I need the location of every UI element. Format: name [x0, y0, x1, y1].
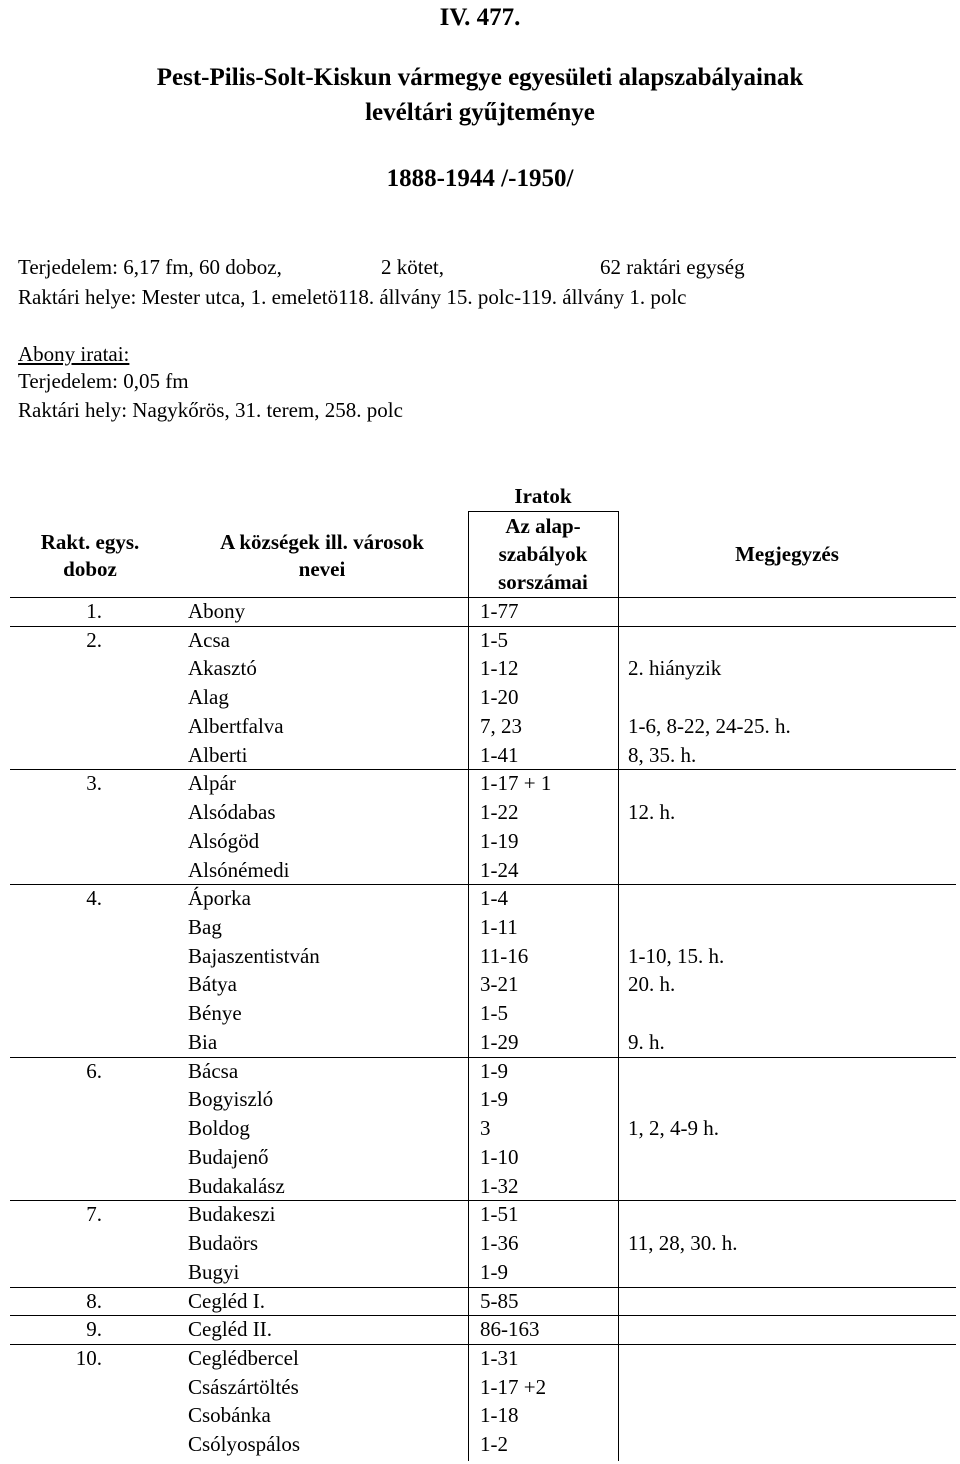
- header-bottom-line: [10, 597, 956, 598]
- row-statute-numbers: 1-20: [480, 685, 519, 710]
- header-note: Megjegyzés: [735, 542, 839, 566]
- row-settlement-name: Császártöltés: [188, 1374, 299, 1399]
- abony-location: Raktári hely: Nagykőrös, 31. terem, 258. polc: [18, 398, 403, 422]
- row-statute-numbers: 1-36: [480, 1231, 519, 1256]
- row-settlement-name: Bia: [188, 1029, 218, 1054]
- row-settlement-name: Acsa: [188, 627, 230, 652]
- row-statute-numbers: 86-163: [480, 1317, 540, 1342]
- row-statute-numbers: 1-9: [480, 1058, 508, 1083]
- page-number: IV. 477.: [439, 4, 521, 31]
- row-settlement-name: Ceglédbercel: [188, 1345, 299, 1370]
- row-statute-numbers: 1-9: [480, 1087, 508, 1112]
- row-settlement-name: Alpár: [188, 771, 236, 796]
- row-note: 9. h.: [628, 1029, 665, 1054]
- row-box-number: 3.: [86, 771, 102, 796]
- row-statute-numbers: 1-31: [480, 1345, 519, 1370]
- row-settlement-name: Alsódabas: [188, 800, 276, 825]
- row-statute-numbers: 1-77: [480, 599, 519, 623]
- row-statute-numbers: 1-11: [480, 915, 518, 940]
- group-separator-line: [10, 1057, 956, 1058]
- header-nums-line-2: szabályok: [498, 542, 588, 566]
- row-settlement-name: Alberti: [188, 742, 248, 767]
- row-settlement-name: Csólyospálos: [188, 1432, 301, 1457]
- row-box-number: 8.: [86, 1288, 102, 1313]
- row-settlement-name: Bajaszentistván: [188, 943, 320, 968]
- row-settlement-name: Bag: [188, 915, 222, 940]
- row-statute-numbers: 1-2: [480, 1432, 508, 1457]
- row-statute-numbers: 7, 23: [480, 713, 522, 738]
- row-note: 1-10, 15. h.: [628, 943, 725, 968]
- row-box-number: 9.: [86, 1317, 102, 1342]
- header-box-line-2: doboz: [63, 557, 117, 581]
- row-settlement-name: Cegléd II.: [188, 1317, 272, 1342]
- group-separator-line: [10, 1200, 956, 1201]
- row-statute-numbers: 3: [480, 1116, 491, 1141]
- title-line-1: Pest-Pilis-Solt-Kiskun vármegye egyesületi alapszabályainak: [156, 64, 804, 91]
- extent-label: Terjedelem: 6,17 fm, 60 doboz,: [18, 255, 282, 279]
- row-settlement-name: Budajenő: [188, 1144, 269, 1169]
- row-settlement-name: Alsónémedi: [188, 857, 290, 882]
- header-iratok: Iratok: [514, 484, 572, 508]
- row-box-number: 4.: [86, 886, 102, 911]
- extent-volumes: 2 kötet,: [381, 255, 444, 279]
- group-separator-line: [10, 626, 956, 627]
- row-settlement-name: Budakalász: [188, 1173, 285, 1198]
- column-divider-numbers: [618, 511, 619, 1461]
- row-statute-numbers: 1-4: [480, 886, 508, 911]
- row-note: 8, 35. h.: [628, 742, 697, 767]
- row-statute-numbers: 1-22: [480, 800, 519, 825]
- row-statute-numbers: 1-9: [480, 1259, 508, 1284]
- row-statute-numbers: 1-10: [480, 1144, 519, 1169]
- row-box-number: 10.: [75, 1345, 102, 1370]
- row-note: 20. h.: [628, 972, 676, 997]
- row-settlement-name: Bugyi: [188, 1259, 240, 1284]
- row-settlement-name: Bátya: [188, 972, 237, 997]
- title-line-2: levéltári gyűjteménye: [365, 99, 595, 126]
- column-divider-names: [468, 511, 469, 1461]
- row-statute-numbers: 3-21: [480, 972, 519, 997]
- row-statute-numbers: 1-5: [480, 627, 508, 652]
- group-separator-line: [10, 1315, 956, 1316]
- group-separator-line: [10, 769, 956, 770]
- row-settlement-name: Alsógöd: [188, 828, 260, 853]
- row-statute-numbers: 1-17 + 1: [480, 771, 552, 796]
- row-statute-numbers: 1-18: [480, 1403, 519, 1428]
- header-names-line-2: nevei: [298, 557, 346, 581]
- group-separator-line: [10, 1287, 956, 1288]
- header-iratok-underline: [468, 511, 618, 512]
- row-statute-numbers: 5-85: [480, 1288, 519, 1313]
- row-statute-numbers: 1-19: [480, 828, 519, 853]
- row-settlement-name: Akasztó: [188, 656, 257, 681]
- row-note: 1, 2, 4-9 h.: [628, 1116, 719, 1141]
- row-statute-numbers: 1-24: [480, 857, 519, 882]
- abony-extent: Terjedelem: 0,05 fm: [18, 369, 189, 393]
- extent-units: 62 raktári egység: [600, 255, 745, 279]
- row-note: 2. hiányzik: [628, 656, 722, 681]
- header-names-line-1: A községek ill. városok: [220, 530, 424, 554]
- row-settlement-name: Budakeszi: [188, 1202, 276, 1227]
- row-statute-numbers: 1-51: [480, 1202, 519, 1227]
- row-note: 12. h.: [628, 800, 676, 825]
- row-settlement-name: Bácsa: [188, 1058, 239, 1083]
- row-statute-numbers: 1-41: [480, 742, 519, 767]
- row-box-number: 2.: [86, 627, 102, 652]
- header-nums-line-1: Az alap-: [505, 514, 581, 538]
- row-settlement-name: Budaörs: [188, 1231, 258, 1256]
- row-settlement-name: Alag: [188, 685, 229, 710]
- row-note: 1-6, 8-22, 24-25. h.: [628, 713, 791, 738]
- row-statute-numbers: 11-16: [480, 943, 529, 968]
- storage-location: Raktári helye: Mester utca, 1. emeletö118. állvány 15. polc-119. állvány 1. polc: [18, 285, 687, 309]
- row-box-number: 1.: [86, 599, 102, 623]
- header-box-line-1: Rakt. egys.: [40, 530, 140, 554]
- row-statute-numbers: 1-5: [480, 1001, 508, 1026]
- row-note: 11, 28, 30. h.: [628, 1231, 738, 1256]
- row-settlement-name: Bénye: [188, 1001, 242, 1026]
- group-separator-line: [10, 884, 956, 885]
- row-statute-numbers: 1-17 +2: [480, 1374, 547, 1399]
- row-box-number: 6.: [86, 1058, 102, 1083]
- row-box-number: 7.: [86, 1202, 102, 1227]
- row-settlement-name: Boldog: [188, 1116, 250, 1141]
- row-settlement-name: Bogyiszló: [188, 1087, 274, 1112]
- row-settlement-name: Albertfalva: [188, 713, 284, 738]
- date-range: 1888-1944 /-1950/: [386, 165, 574, 192]
- row-settlement-name: Csobánka: [188, 1403, 271, 1428]
- row-statute-numbers: 1-32: [480, 1173, 519, 1198]
- row-statute-numbers: 1-12: [480, 656, 519, 681]
- row-settlement-name: Abony: [188, 599, 246, 623]
- header-nums-line-3: sorszámai: [498, 570, 588, 594]
- row-statute-numbers: 1-29: [480, 1029, 519, 1054]
- group-separator-line: [10, 1344, 956, 1345]
- abony-heading: Abony iratai:: [18, 342, 130, 366]
- row-settlement-name: Cegléd I.: [188, 1288, 265, 1313]
- row-settlement-name: Áporka: [188, 886, 251, 911]
